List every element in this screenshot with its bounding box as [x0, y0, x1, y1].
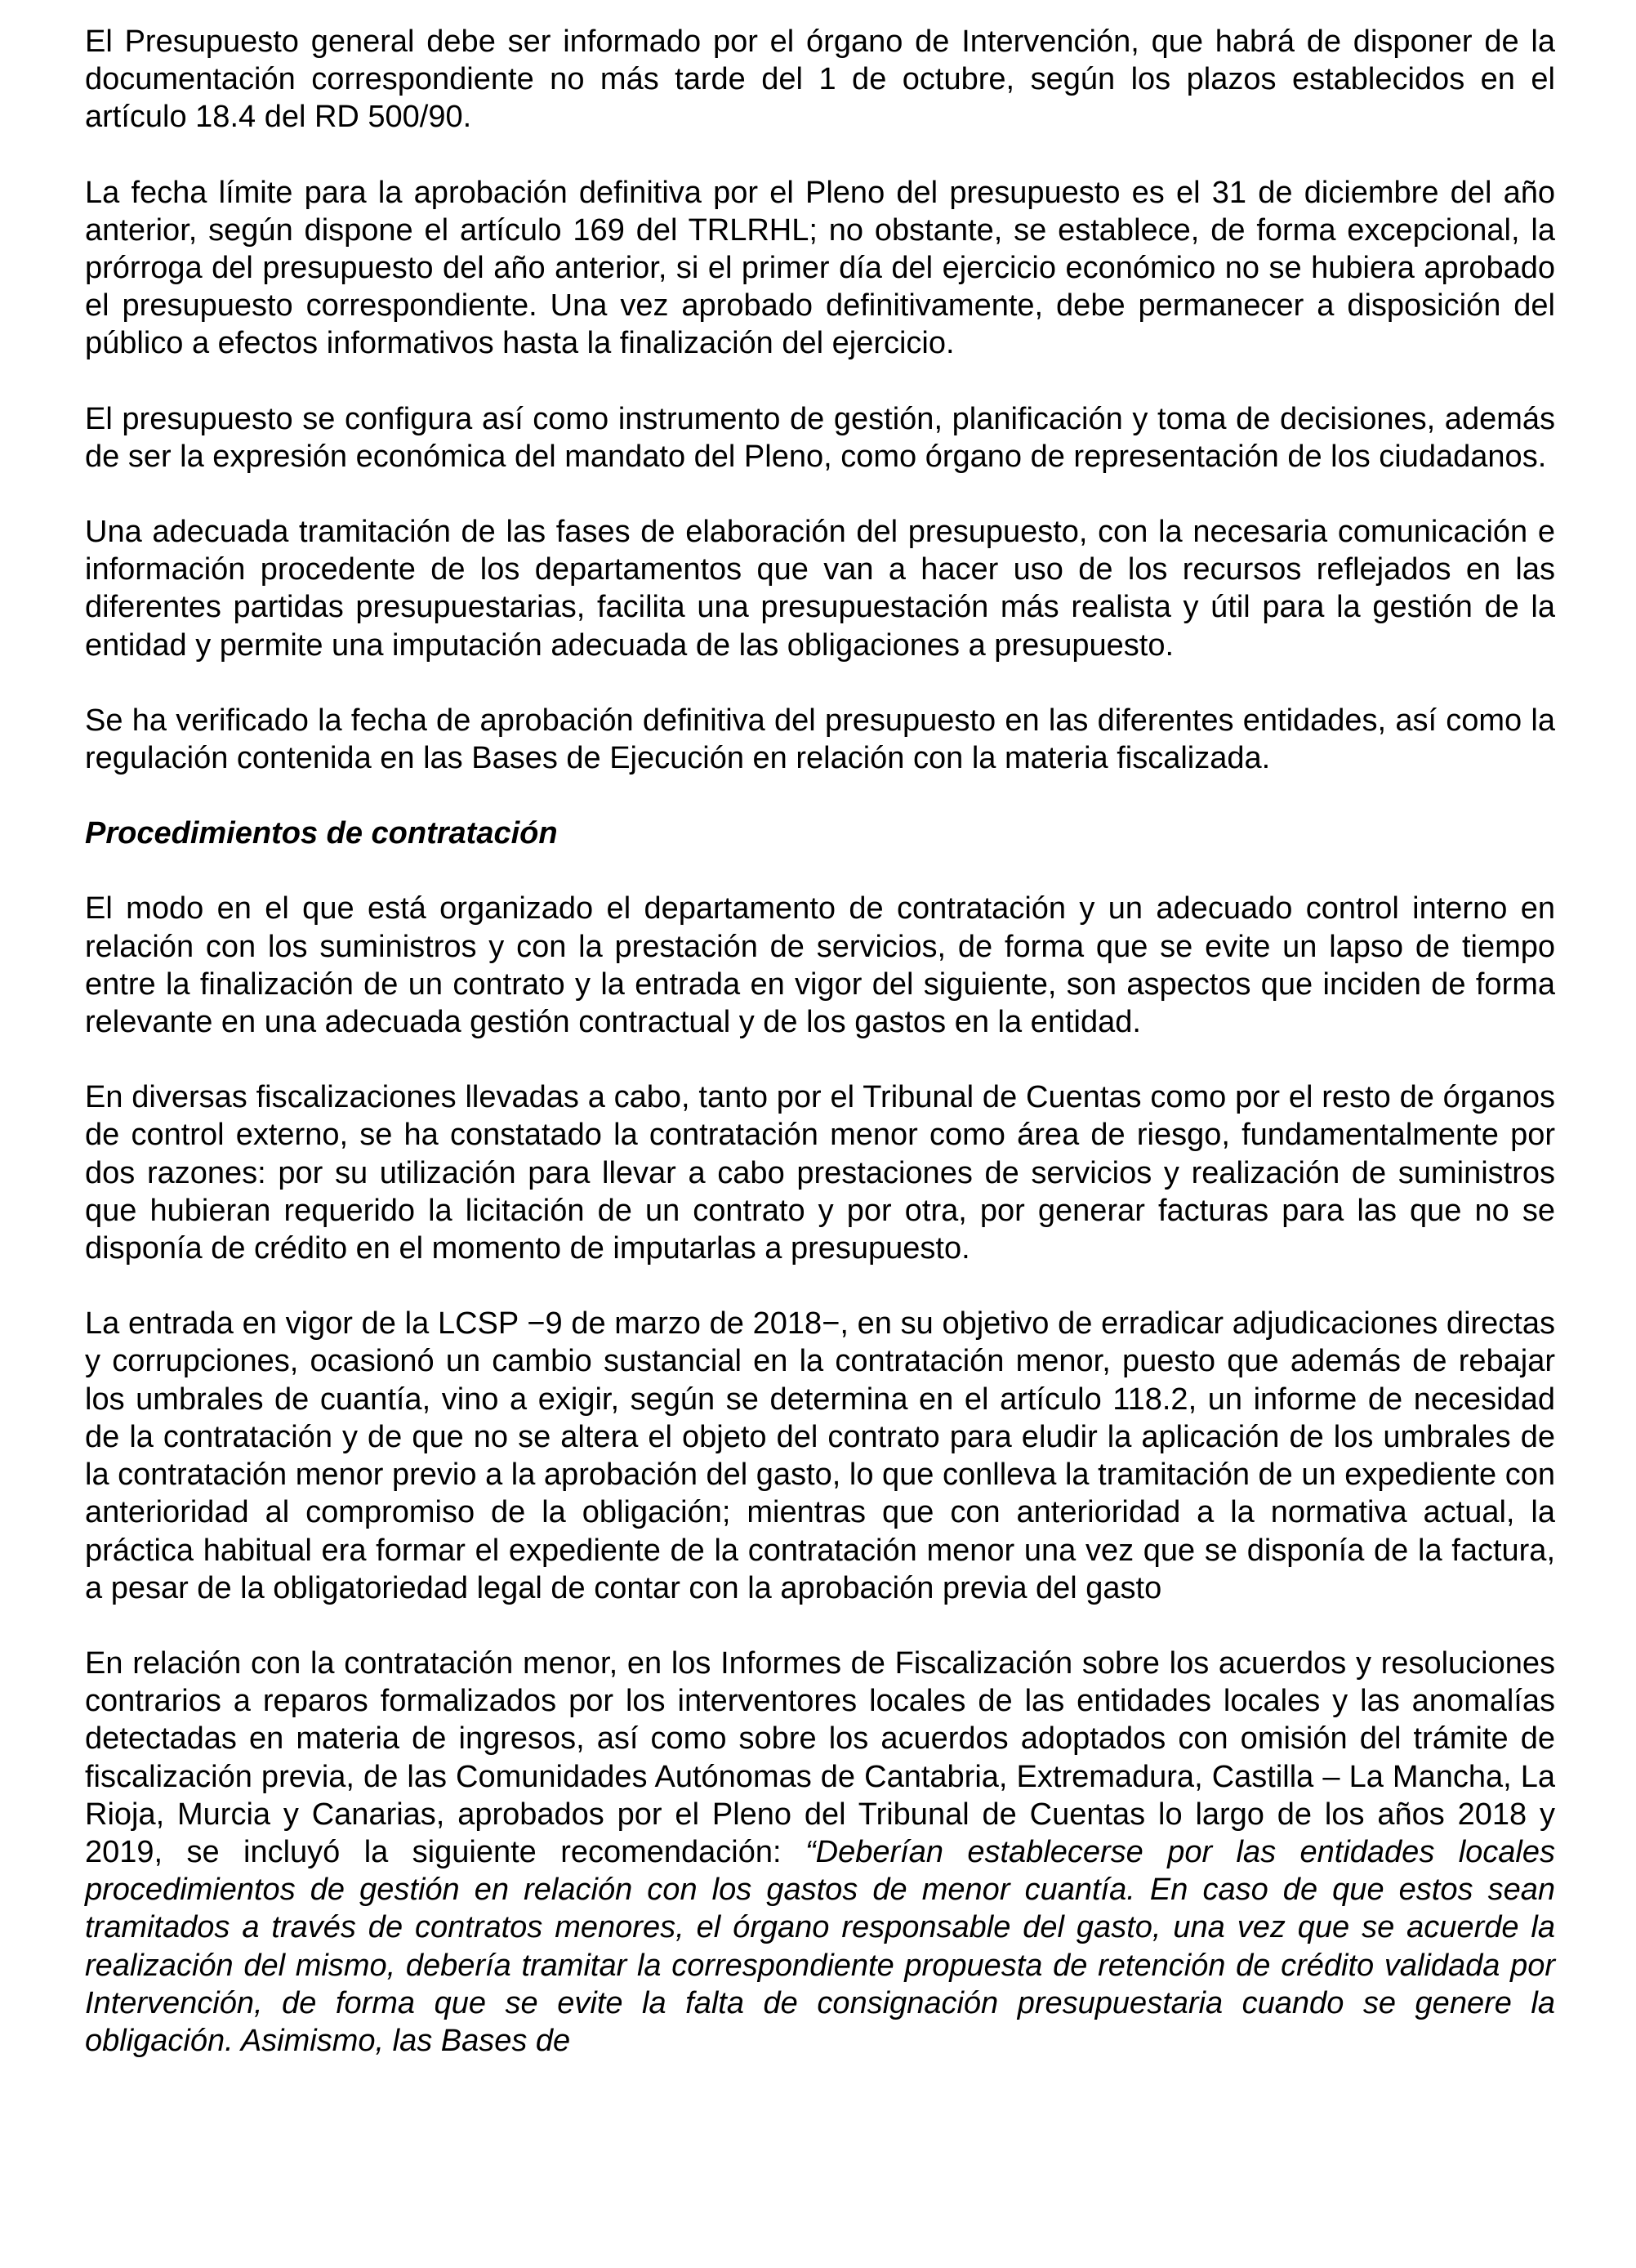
paragraph-verificacion-fecha: Se ha verificado la fecha de aprobación definitiva del presupuesto en las diferentes entidades, así como la regulación contenida en las Bases de Ejecución en relación con la materia fiscalizada. — [85, 703, 1555, 776]
paragraph-instrumento-gestion: El presupuesto se configura así como instrumento de gestión, planificación y toma de decisiones, además de ser la expresión económica del mandato del Pleno, como órgano de representación de los ciudadanos. — [85, 401, 1555, 474]
paragraph-organizacion-contratacion: El modo en el que está organizado el departamento de contratación y un adecuado control interno en relación con los suministros y con la prestación de servicios, de forma que se evite un lapso de tiempo entre la finalización de un contrato y la entrada en vigor del siguiente, son aspectos que inciden de forma relevante en una adecuada gestión contractual y de los gastos en la entidad. — [85, 891, 1555, 1040]
paragraph-tramitacion-fases: Una adecuada tramitación de las fases de elaboración del presupuesto, con la necesaria comunicación e información procedente de los departamentos que van a hacer uso de los recursos reflejados en las diferentes partidas presupuestarias, facilita una presupuestación más realista y útil para la gestión de la entidad y permite una imputación adecuada de las obligaciones a presupuesto. — [85, 515, 1555, 663]
paragraph-presupuesto-informe: El Presupuesto general debe ser informado por el órgano de Intervención, que habrá de disponer de la documentación correspondiente no más tarde del 1 de octubre, según los plazos establecidos en el artículo 18.4 del RD 500/90. — [85, 25, 1555, 135]
document-page — [85, 23, 1555, 2097]
recomendacion-quote: “Deberían establecerse por las entidades locales procedimientos de gestión en relación con los gastos de menor cuantía. En caso de que estos sean tramitados a través de contratos menores, el órgano responsable del gasto, una vez que se acuerde la realización del mismo, debería tramitar la correspondiente propuesta de retención de crédito validada por Intervención, de forma que se evite la falta de consignación presupuestaria cuando se genere la obligación. Asimismo, las Bases de — [85, 1834, 1555, 2058]
paragraph-fiscalizaciones-riesgo: En diversas fiscalizaciones llevadas a cabo, tanto por el Tribunal de Cuentas como por el resto de órganos de control externo, se ha constatado la contratación menor como área de riesgo, fundamentalmente por dos razones: por su utilización para llevar a cabo prestaciones de servicios y realización de suministros que hubieran requerido la licitación de un contrato y por otra, por generar facturas para las que no se disponía de crédito en el momento de imputarlas a presupuesto. — [85, 1080, 1555, 1266]
paragraph-recomendacion — [85, 1645, 1555, 2060]
paragraph-fecha-limite: La fecha límite para la aprobación definitiva por el Pleno del presupuesto es el 31 de diciembre del año anterior, según dispone el artículo 169 del TRLRHL; no obstante, se establece, de forma excepcional, la prórroga del presupuesto del año anterior, si el primer día del ejercicio económico no se hubiera aprobado el presupuesto correspondiente. Una vez aprobado definitivamente, debe permanecer a disposición del público a efectos informativos hasta la finalización del ejercicio. — [85, 175, 1555, 361]
recomendacion-text: En relación con la contratación menor, en los Informes de Fiscalización sobre los acuerdos y resoluciones contrarios a reparos formalizados por los interventores locales de las entidades locales y las anomalías detectadas en materia de ingresos, así como sobre los acuerdos adoptados con omisión del trámite de fiscalización previa, de las Comunidades Autónomas de Cantabria, Extremadura, Castilla – La Mancha, La Rioja, Murcia y Canarias, aprobados por el Pleno del Tribunal de Cuentas lo largo de los años 2018 y 2019, se incluyó la siguiente recomendación: — [85, 1645, 1555, 1869]
paragraph-lcsp-entrada-vigor: La entrada en vigor de la LCSP −9 de marzo de 2018−, en su objetivo de erradicar adjudicaciones directas y corrupciones, ocasionó un cambio sustancial en la contratación menor, puesto que además de rebajar los umbrales de cuantía, vino a exigir, según se determina en el artículo 118.2, un informe de necesidad de la contratación y de que no se altera el objeto del contrato para eludir la aplicación de los umbrales de la contratación menor previo a la aprobación del gasto, lo que conlleva la tramitación de un expediente con anterioridad al compromiso de la obligación; mientras que con anterioridad a la normativa actual, la práctica habitual era formar el expediente de la contratación menor una vez que se disponía de la factura, a pesar de la obligatoriedad legal de contar con la aprobación previa del gasto — [85, 1306, 1555, 1605]
section-heading: Procedimientos de contratación — [85, 816, 558, 851]
